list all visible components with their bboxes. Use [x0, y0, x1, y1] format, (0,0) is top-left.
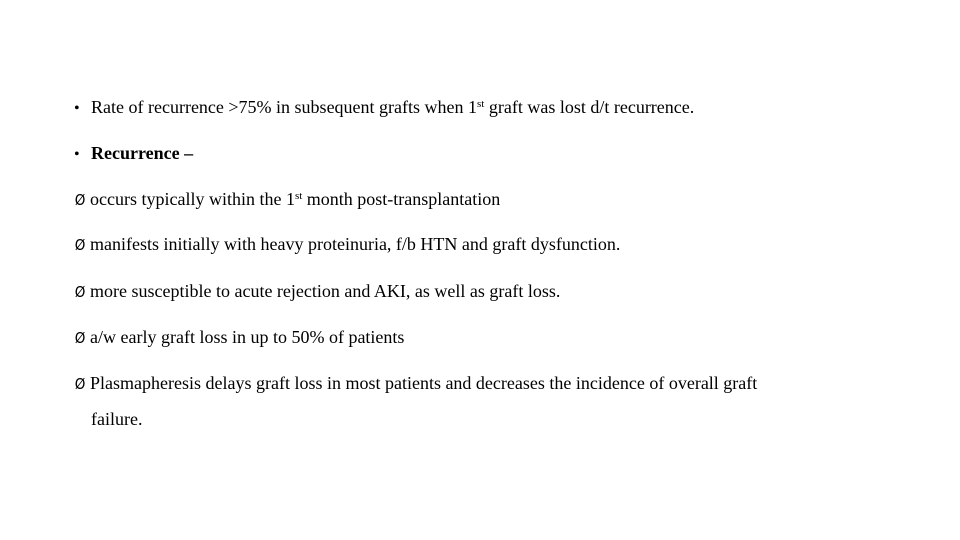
ordinal-superscript: st: [294, 190, 303, 202]
bullet-marker: •: [74, 100, 80, 117]
bullet-rate-of-recurrence: [74, 96, 694, 120]
bullet-heading-text: Recurrence –: [91, 143, 194, 163]
sub-item-early-graft-loss: [74, 326, 404, 349]
bullet-text-part1: Rate of recurrence >75% in subsequent grafts when 1: [91, 97, 478, 117]
arrow-bullet-icon: Ø: [74, 236, 86, 254]
arrow-bullet-icon: Ø: [74, 375, 86, 393]
arrow-bullet-icon: Ø: [74, 329, 86, 347]
bullet-text-part2: graft was lost d/t recurrence.: [484, 97, 695, 117]
sub-item-text: more susceptible to acute rejection and AKI, as well as graft loss.: [90, 281, 561, 301]
sub-item-occurs: [74, 188, 500, 211]
sub-item-plasmapheresis: [74, 372, 757, 395]
sub-item-text: Plasmapheresis delays graft loss in most patients and decreases the incidence of overall graft: [90, 373, 758, 393]
sub-item-susceptible: [74, 280, 560, 303]
sub-item-manifests: [74, 233, 620, 256]
sub-item-text: manifests initially with heavy proteinuria, f/b HTN and graft dysfunction.: [90, 234, 621, 254]
sub-item-continuation: failure.: [91, 409, 143, 429]
bullet-marker: •: [74, 146, 80, 163]
ordinal-superscript: st: [477, 98, 485, 110]
sub-item-text: a/w early graft loss in up to 50% of patients: [90, 327, 405, 347]
sub-item-text-part2: month post-transplantation: [302, 189, 501, 209]
arrow-bullet-icon: Ø: [74, 191, 86, 209]
bullet-recurrence-heading: [74, 142, 193, 166]
arrow-bullet-icon: Ø: [74, 283, 86, 301]
sub-item-text-part1: occurs typically within the 1: [90, 189, 295, 209]
